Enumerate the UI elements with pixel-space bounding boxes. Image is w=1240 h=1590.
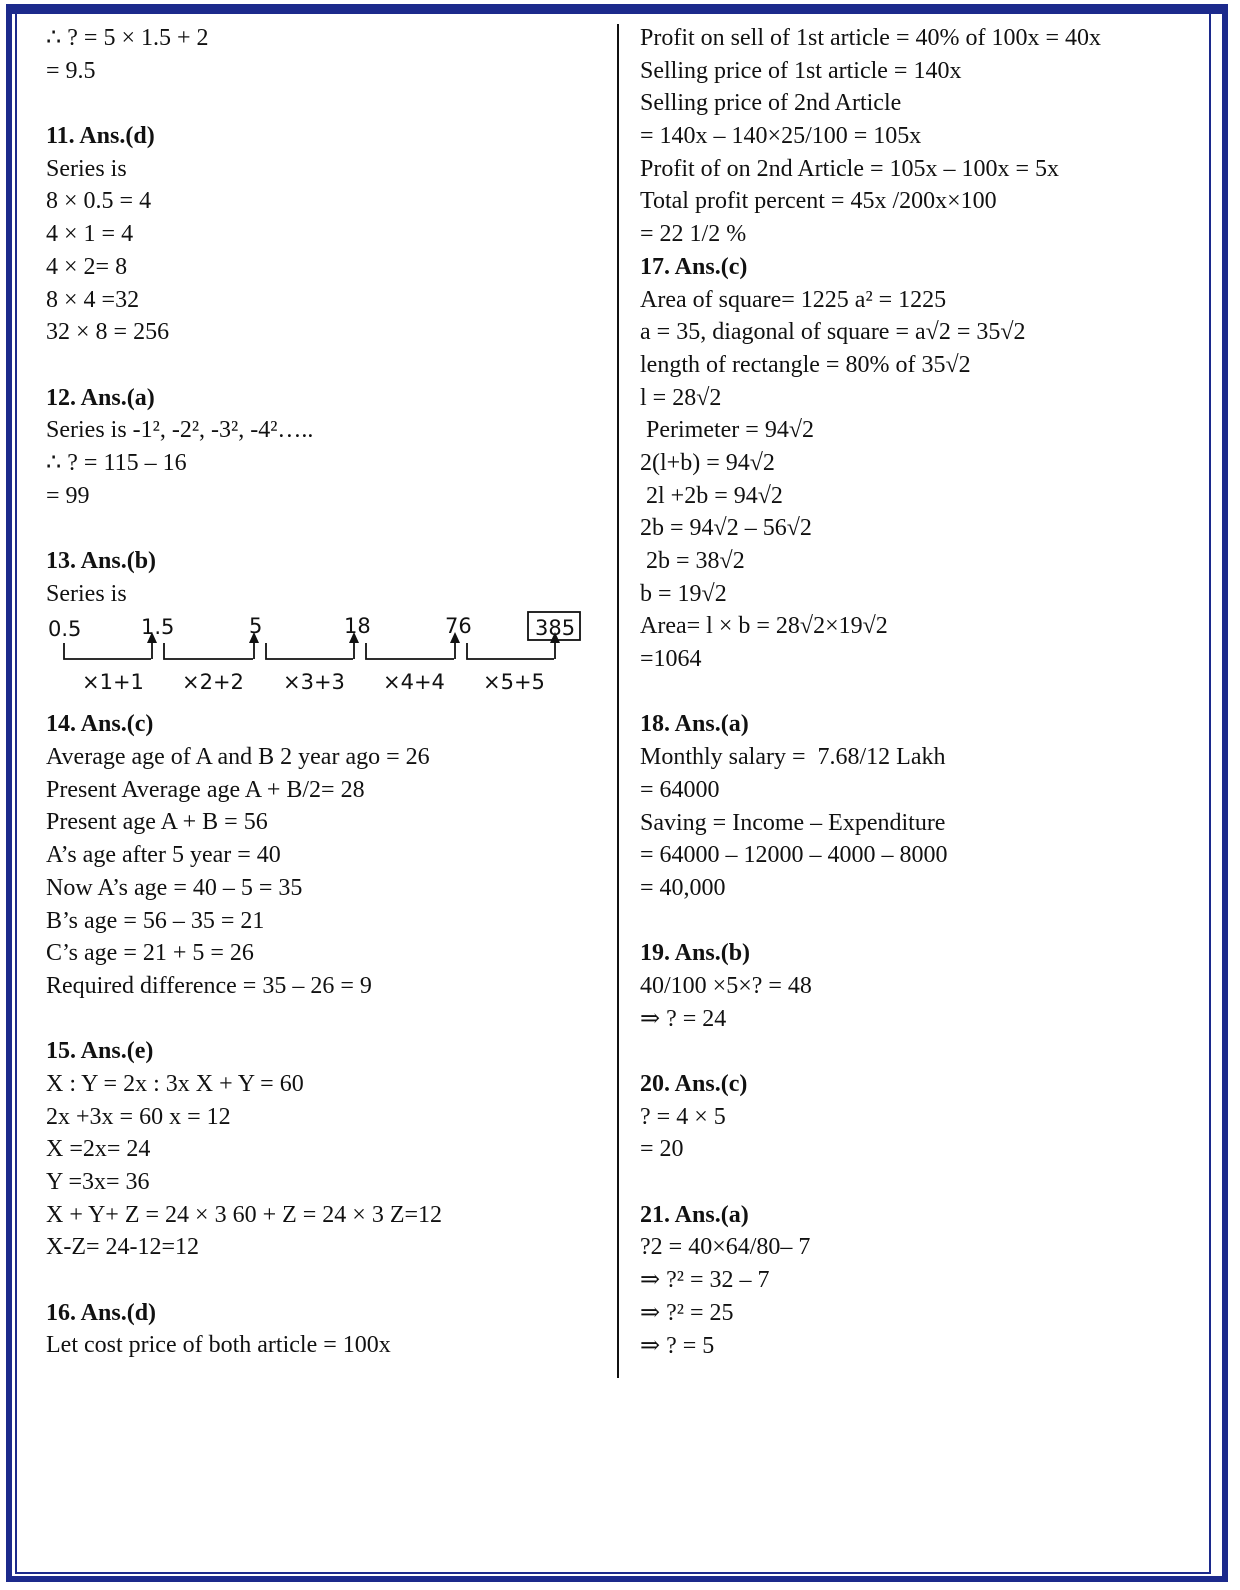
text-line: Series is bbox=[46, 155, 127, 182]
answer-13 bbox=[46, 545, 606, 708]
answer-heading: 20. Ans.(c) bbox=[640, 1071, 748, 1097]
answer-heading: 15. Ans.(e) bbox=[46, 1038, 154, 1065]
column-divider bbox=[617, 24, 619, 1378]
text-line: ⇒ ?² = 25 bbox=[640, 1299, 734, 1326]
answer-heading: 16. Ans.(d) bbox=[46, 1299, 157, 1326]
text-line: Profit of on 2nd Article = 105x – 100x = 5x bbox=[640, 155, 1060, 182]
series-term: 5 bbox=[249, 614, 263, 639]
intro-block bbox=[46, 22, 606, 87]
text-line: = 64000 – 12000 – 4000 – 8000 bbox=[640, 842, 948, 869]
text-line: 2(l+b) = 94√2 bbox=[640, 449, 775, 476]
text-line: 2b = 94√2 – 56√2 bbox=[640, 515, 812, 542]
text-line: = 140x – 140×25/100 = 105x bbox=[640, 123, 922, 150]
series-operation: ×2+2 bbox=[182, 670, 244, 695]
answer-21 bbox=[640, 1199, 1200, 1362]
text-line: = 99 bbox=[46, 482, 90, 509]
text-line: Present age A + B = 56 bbox=[46, 809, 268, 836]
answer-heading: 21. Ans.(a) bbox=[640, 1201, 749, 1228]
text-line: ⇒ ? = 24 bbox=[640, 1005, 727, 1032]
text-line: 2b = 38√2 bbox=[640, 548, 745, 574]
series-operation: ×1+1 bbox=[82, 670, 144, 695]
answer-heading: 14. Ans.(c) bbox=[46, 711, 154, 738]
text-line: Y =3x= 36 bbox=[46, 1169, 150, 1195]
series-term-answer: 385 bbox=[535, 616, 576, 641]
text-line: Total profit percent = 45x /200x×100 bbox=[640, 188, 997, 215]
text-line: 8 × 4 =32 bbox=[46, 286, 140, 313]
answer-14 bbox=[46, 708, 606, 1002]
text-line: = 64000 bbox=[640, 776, 720, 803]
left-column bbox=[46, 22, 606, 1362]
text-line: =1064 bbox=[640, 646, 702, 673]
text-line: ? = 4 × 5 bbox=[640, 1103, 726, 1130]
text-line: B’s age = 56 – 35 = 21 bbox=[46, 907, 265, 934]
answer-17 bbox=[640, 251, 1200, 676]
text-line: Let cost price of both article = 100x bbox=[46, 1332, 391, 1359]
text-line: 4 × 2= 8 bbox=[46, 253, 128, 280]
text-line: 40/100 ×5×? = 48 bbox=[640, 972, 812, 999]
text-line: ∴ ? = 115 – 16 bbox=[46, 449, 187, 476]
text-line: l = 28√2 bbox=[640, 384, 722, 411]
text-line: length of rectangle = 80% of 35√2 bbox=[640, 351, 971, 378]
text-line: = 20 bbox=[640, 1136, 684, 1163]
text-line: Area of square= 1225 a² = 1225 bbox=[640, 286, 947, 313]
text-line: Series is bbox=[46, 580, 127, 607]
text-line: X : Y = 2x : 3x X + Y = 60 bbox=[46, 1070, 304, 1097]
answer-18 bbox=[640, 708, 1200, 904]
series-term: 1.5 bbox=[141, 615, 175, 640]
answer-heading: 11. Ans.(d) bbox=[46, 123, 155, 150]
answer-heading: 18. Ans.(a) bbox=[640, 711, 749, 738]
series-operation: ×5+5 bbox=[483, 670, 545, 695]
series-term: 76 bbox=[445, 614, 472, 639]
text-line: Perimeter = 94√2 bbox=[640, 417, 814, 444]
text-line: a = 35, diagonal of square = a√2 = 35√2 bbox=[640, 319, 1026, 346]
text-line: C’s age = 21 + 5 = 26 bbox=[46, 940, 254, 967]
text-line: 32 × 8 = 256 bbox=[46, 319, 170, 346]
text-line: Series is -1², -2², -3², -4²….. bbox=[46, 417, 314, 444]
text-line: ∴ ? = 5 × 1.5 + 2 bbox=[46, 25, 209, 51]
text-line: = 22 1/2 % bbox=[640, 221, 747, 248]
answer-heading: 13. Ans.(b) bbox=[46, 548, 157, 574]
text-line: = 40,000 bbox=[640, 874, 726, 901]
answer-12 bbox=[46, 382, 606, 513]
text-line: Area= l × b = 28√2×19√2 bbox=[640, 613, 888, 640]
answer-16-continued bbox=[640, 22, 1200, 251]
text-line: Selling price of 2nd Article bbox=[640, 90, 902, 117]
text-line: 8 × 0.5 = 4 bbox=[46, 188, 152, 215]
answer-heading: 12. Ans.(a) bbox=[46, 384, 155, 411]
answer-16 bbox=[46, 1297, 606, 1362]
series-term: 18 bbox=[344, 614, 371, 639]
text-line: = 9.5 bbox=[46, 57, 96, 84]
series-operation: ×3+3 bbox=[283, 670, 345, 695]
answer-19 bbox=[640, 937, 1200, 1035]
text-line: Average age of A and B 2 year ago = 26 bbox=[46, 744, 430, 771]
text-line: ⇒ ?² = 32 – 7 bbox=[640, 1267, 770, 1294]
answer-20 bbox=[640, 1068, 1200, 1166]
series-operation: ×4+4 bbox=[383, 670, 445, 695]
text-line: A’s age after 5 year = 40 bbox=[46, 842, 281, 869]
text-line: ?2 = 40×64/80– 7 bbox=[640, 1234, 811, 1261]
text-line: X + Y+ Z = 24 × 3 60 + Z = 24 × 3 Z=12 bbox=[46, 1201, 443, 1228]
series-term: 0.5 bbox=[48, 617, 82, 642]
text-line: Monthly salary = 7.68/12 Lakh bbox=[640, 744, 946, 771]
text-line: 2l +2b = 94√2 bbox=[640, 482, 783, 509]
text-line: ⇒ ? = 5 bbox=[640, 1332, 715, 1359]
answer-heading: 19. Ans.(b) bbox=[640, 940, 751, 967]
text-line: Required difference = 35 – 26 = 9 bbox=[46, 972, 372, 999]
text-line: X-Z= 24-12=12 bbox=[46, 1234, 200, 1261]
answer-heading: 17. Ans.(c) bbox=[640, 253, 748, 280]
right-column bbox=[640, 22, 1200, 1362]
answer-11 bbox=[46, 120, 606, 349]
text-line: Saving = Income – Expenditure bbox=[640, 809, 946, 836]
series-diagram bbox=[46, 610, 606, 708]
text-line: Selling price of 1st article = 140x bbox=[640, 57, 962, 84]
text-line: Present Average age A + B/2= 28 bbox=[46, 776, 365, 803]
text-line: b = 19√2 bbox=[640, 580, 727, 607]
text-line: Profit on sell of 1st article = 40% of 100x = 40x bbox=[640, 25, 1102, 51]
text-line: 4 × 1 = 4 bbox=[46, 221, 134, 248]
text-line: Now A’s age = 40 – 5 = 35 bbox=[46, 874, 303, 901]
text-line: 2x +3x = 60 x = 12 bbox=[46, 1103, 231, 1130]
answer-15 bbox=[46, 1035, 606, 1264]
text-line: X =2x= 24 bbox=[46, 1136, 151, 1163]
